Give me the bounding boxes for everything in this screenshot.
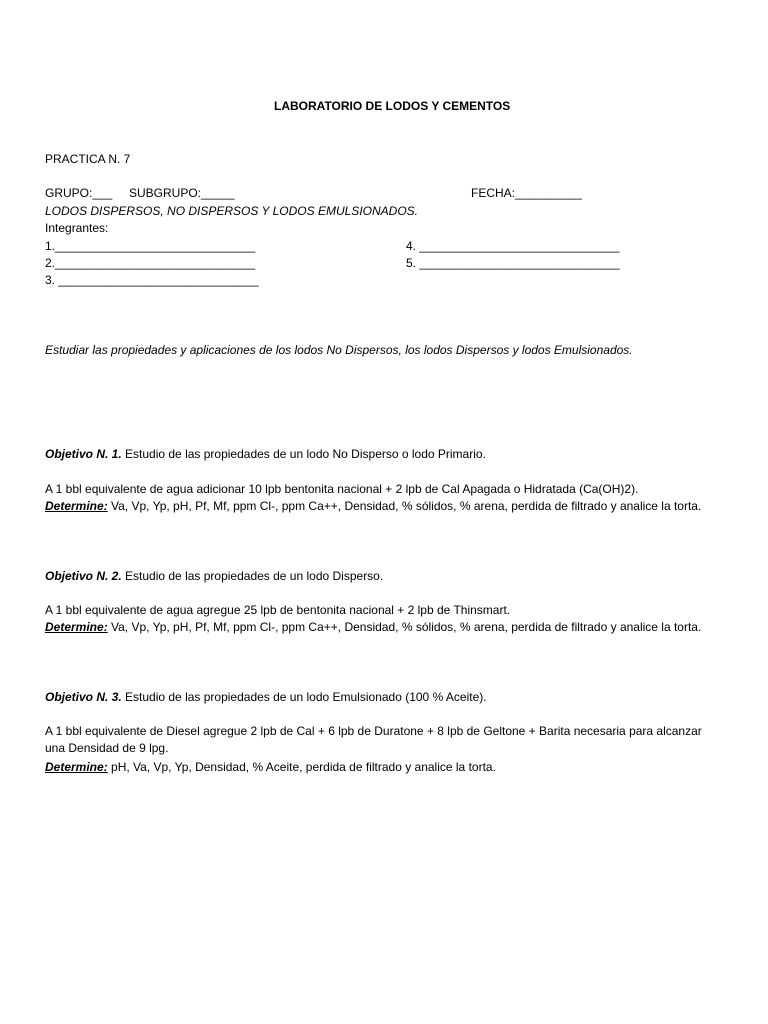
subgroup-field: SUBGRUPO:_____ [129,186,235,200]
objective-3-determine [45,759,705,776]
document-subtitle: LODOS DISPERSOS, NO DISPERSOS Y LODOS EMULSIONADOS. [45,204,418,218]
document-title: LABORATORIO DE LODOS Y CEMENTOS [274,99,511,113]
objective-1-label: Objetivo N. 1. [45,447,122,461]
determine-text: pH, Va, Vp, Yp, Densidad, % Aceite, perdida de filtrado y analice la torta. [107,760,496,774]
group-field: GRUPO:___ [45,186,113,200]
date-field: FECHA:__________ [471,186,582,200]
objective-3-label: Objetivo N. 3. [45,690,122,704]
member-line-4: 4. ______________________________ [406,239,620,253]
determine-label: Determine: [45,499,108,513]
objective-1-determine [45,498,705,515]
objective-3-heading [45,689,705,706]
objective-1-heading [45,446,705,463]
members-label: Integrantes: [45,221,109,235]
objective-3-title: Estudio de las propiedades de un lodo Emulsionado (100 % Aceite). [121,690,487,704]
objective-2-heading [45,568,705,585]
practice-number: PRACTICA N. 7 [45,152,131,166]
determine-text: Va, Vp, Yp, pH, Pf, Mf, ppm Cl-, ppm Ca++, Densidad, % sólidos, % arena, perdida de filtrado y analice la torta. [107,499,702,513]
intro-text: Estudiar las propiedades y aplicaciones de los lodos No Dispersos, los lodos Dispersos y lodos Emulsionados. [45,343,633,357]
member-line-2: 2.______________________________ [45,256,256,270]
determine-label: Determine: [45,760,108,774]
objective-2-label: Objetivo N. 2. [45,569,122,583]
objective-2-determine [45,619,705,636]
member-line-5: 5. ______________________________ [406,256,620,270]
member-line-3: 3. ______________________________ [45,273,259,287]
determine-text: Va, Vp, Yp, pH, Pf, Mf, ppm Cl-, ppm Ca++, Densidad, % sólidos, % arena, perdida de filtrado y analice la torta. [107,620,702,634]
objective-1-procedure: A 1 bbl equivalente de agua adicionar 10 lpb bentonita nacional + 2 lpb de Cal Apagada o Hidratada (Ca(OH)2). [45,482,639,496]
objective-3-procedure: A 1 bbl equivalente de Diesel agregue 2 lpb de Cal + 6 lpb de Duratone + 8 lpb de Geltone + Barita necesaria para alcanzar una Densidad de 9 lpg. [45,724,702,755]
objective-2-procedure: A 1 bbl equivalente de agua agregue 25 lpb de bentonita nacional + 2 lpb de Thinsmart. [45,603,511,617]
objective-1-title: Estudio de las propiedades de un lodo No Disperso o lodo Primario. [121,447,486,461]
objective-2-title: Estudio de las propiedades de un lodo Disperso. [121,569,384,583]
determine-label: Determine: [45,620,108,634]
member-line-1: 1.______________________________ [45,239,256,253]
